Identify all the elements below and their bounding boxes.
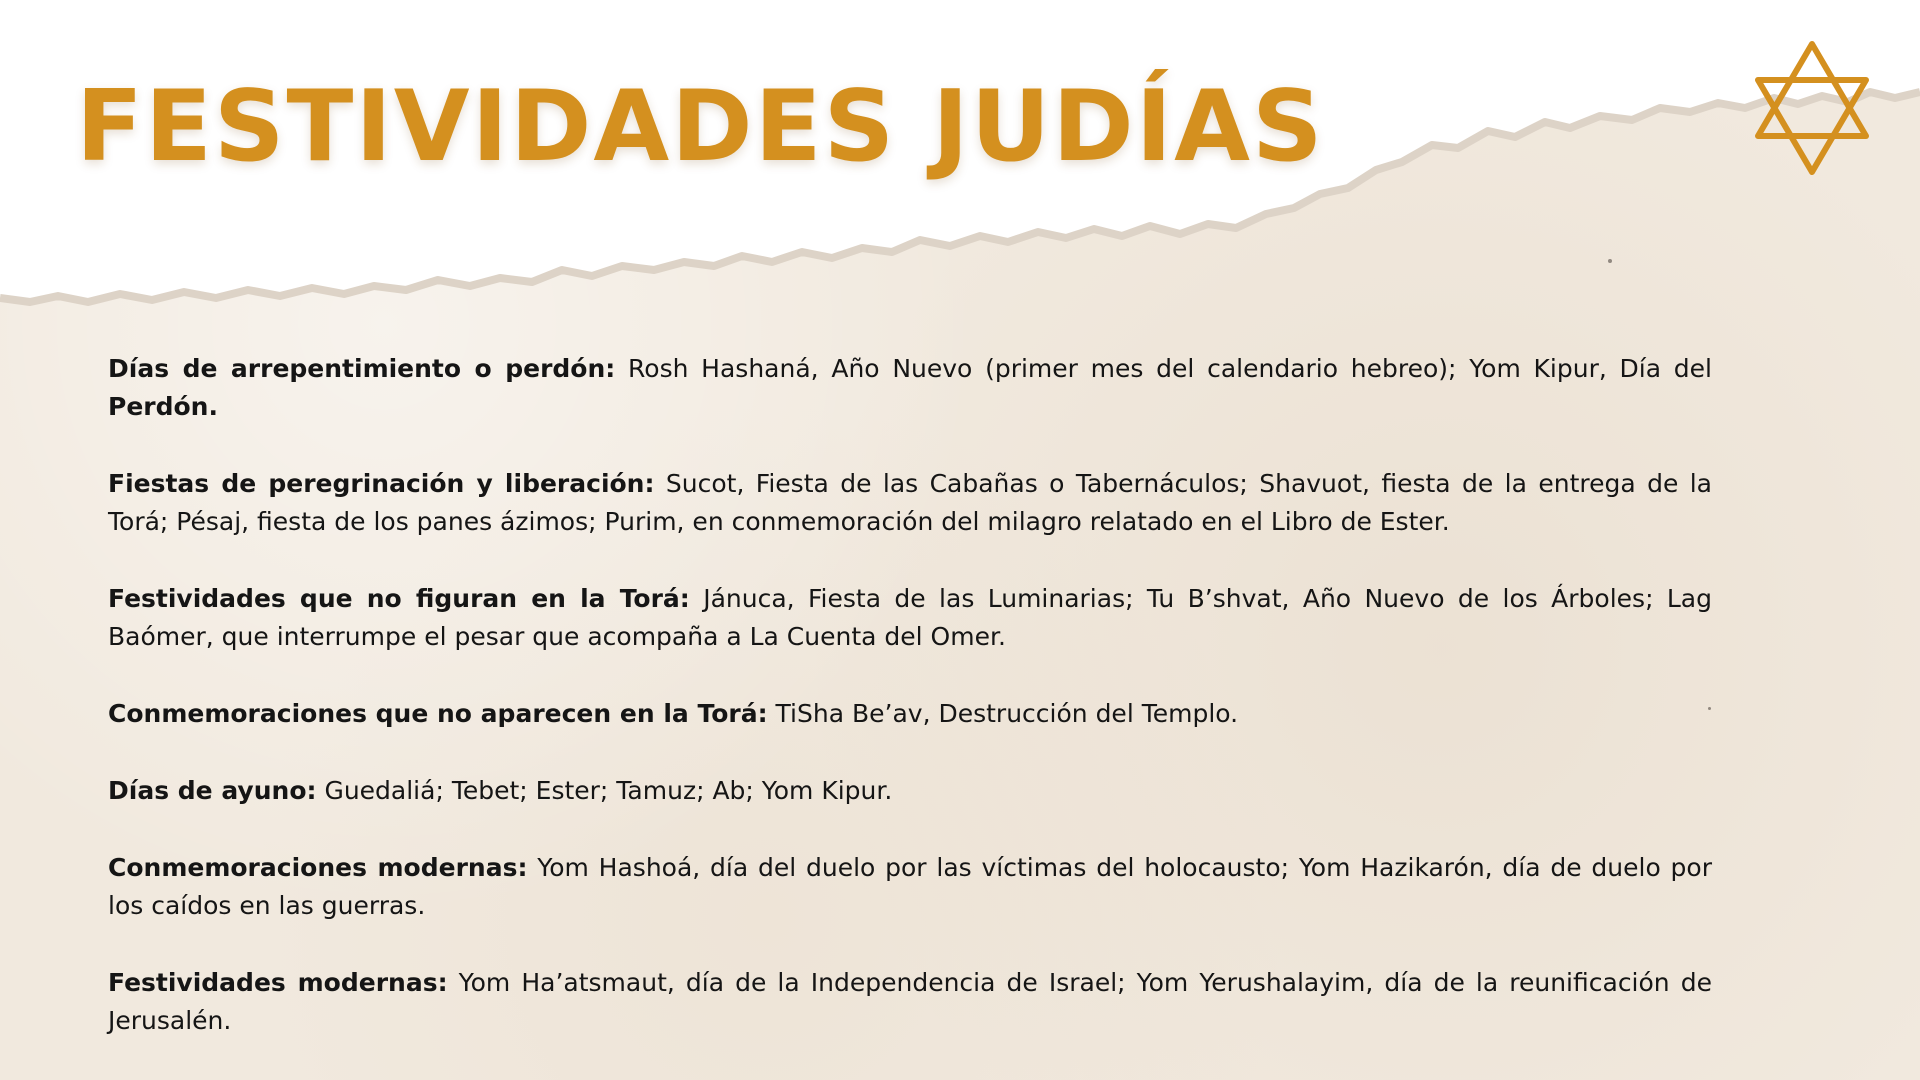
entry-text: TiSha Be’av, Destrucción del Templo.: [775, 699, 1239, 728]
entry-label-trailing: Perdón.: [108, 392, 218, 421]
entry-text: Yom Hashoá, día del duelo por las víctimas del holocausto; Yom Hazikarón, día de duelo por los caídos en las guerras.: [108, 853, 1712, 920]
entry-text: Jánuca, Fiesta de las Luminarias; Tu B’shvat, Año Nuevo de los Árboles; Lag Baómer, que interrumpe el pesar que acompaña a La Cuenta del Omer.: [108, 584, 1712, 651]
entry-pilgrimage-festivals: [108, 465, 1712, 541]
entry-label: Festividades que no figuran en la Torá:: [108, 584, 690, 613]
paper-speck: [1608, 259, 1612, 263]
entry-text: Rosh Hashaná, Año Nuevo (primer mes del calendario hebreo); Yom Kipur, Día del: [628, 354, 1712, 383]
entry-modern-festivities: [108, 964, 1712, 1040]
entry-label: Días de arrepentimiento o perdón:: [108, 354, 616, 383]
entry-text: Guedaliá; Tebet; Ester; Tamuz; Ab; Yom Kipur.: [324, 776, 893, 805]
festivities-list: [108, 350, 1712, 1040]
entry-fast-days: [108, 772, 1712, 810]
entry-text: Yom Ha’atsmaut, día de la Independencia de Israel; Yom Yerushalayim, día de la reunificación de Jerusalén.: [108, 968, 1712, 1035]
entry-text: Sucot, Fiesta de las Cabañas o Tabernáculos; Shavuot, fiesta de la entrega de la Torá; Pésaj, fiesta de los panes ázimos; Purim, en conmemoración del milagro relatado en el Libro de Ester.: [108, 469, 1712, 536]
entry-label: Días de ayuno:: [108, 776, 317, 805]
star-of-david-icon: [1750, 38, 1874, 178]
page-title: FESTIVIDADES JUDÍAS: [76, 70, 1325, 184]
entry-label: Conmemoraciones modernas:: [108, 853, 528, 882]
entry-label: Fiestas de peregrinación y liberación:: [108, 469, 655, 498]
entry-repentance-days: [108, 350, 1712, 426]
entry-modern-commemorations: [108, 849, 1712, 925]
entry-label: Festividades modernas:: [108, 968, 448, 997]
entry-not-in-tora: [108, 580, 1712, 656]
entry-label: Conmemoraciones que no aparecen en la Torá:: [108, 699, 768, 728]
entry-commemorations-not-in-tora: [108, 695, 1712, 733]
